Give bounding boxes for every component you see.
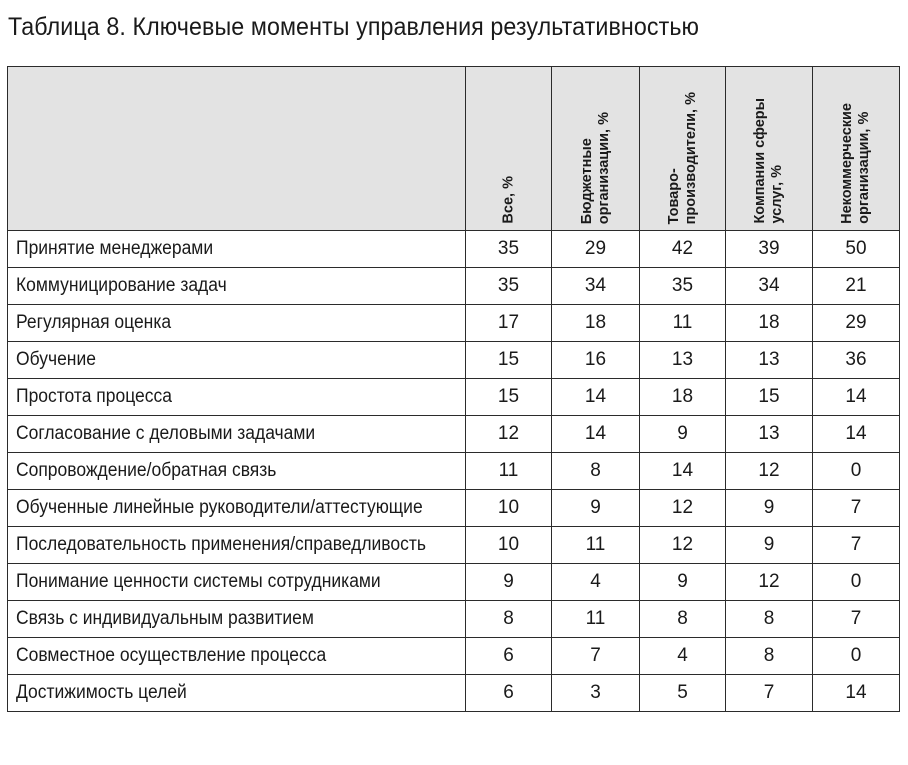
column-header xyxy=(726,67,813,231)
column-header xyxy=(640,67,726,231)
table-row xyxy=(8,342,900,379)
column-header-label: Бюджетные организации, % xyxy=(578,111,612,224)
row-label-cell xyxy=(8,268,466,305)
row-label-cell xyxy=(8,305,466,342)
row-label-cell xyxy=(8,527,466,564)
value-cell: 6 xyxy=(466,638,552,675)
row-label-cell xyxy=(8,638,466,675)
value-cell: 9 xyxy=(466,564,552,601)
value-cell: 7 xyxy=(726,675,813,712)
value-cell: 9 xyxy=(640,416,726,453)
row-label-cell xyxy=(8,416,466,453)
table-row xyxy=(8,527,900,564)
value-cell: 12 xyxy=(466,416,552,453)
column-header-label: Некоммерческие организации, % xyxy=(839,103,872,224)
value-cell: 12 xyxy=(640,490,726,527)
value-cell: 14 xyxy=(552,379,640,416)
value-cell: 14 xyxy=(640,453,726,490)
value-cell: 36 xyxy=(813,342,900,379)
value-cell: 9 xyxy=(726,490,813,527)
value-cell: 9 xyxy=(552,490,640,527)
column-header xyxy=(552,67,640,231)
table-row xyxy=(8,675,900,712)
value-cell: 14 xyxy=(813,675,900,712)
table-row xyxy=(8,453,900,490)
value-cell: 7 xyxy=(552,638,640,675)
row-label: Сопровождение/обратная связь xyxy=(16,460,277,481)
row-label-cell xyxy=(8,453,466,490)
value-cell: 42 xyxy=(640,231,726,268)
row-label-cell xyxy=(8,231,466,268)
value-cell: 6 xyxy=(466,675,552,712)
value-cell: 11 xyxy=(466,453,552,490)
value-cell: 34 xyxy=(726,268,813,305)
row-label: Связь с индивидуальным развитием xyxy=(16,608,314,629)
value-cell: 13 xyxy=(726,342,813,379)
value-cell: 10 xyxy=(466,527,552,564)
value-cell: 35 xyxy=(466,231,552,268)
header-blank-cell xyxy=(8,67,466,231)
value-cell: 14 xyxy=(813,379,900,416)
row-label: Понимание ценности системы сотрудниками xyxy=(16,571,381,592)
value-cell: 8 xyxy=(466,601,552,638)
value-cell: 0 xyxy=(813,564,900,601)
value-cell: 18 xyxy=(552,305,640,342)
row-label: Коммуницирование задач xyxy=(16,275,227,296)
row-label-cell xyxy=(8,490,466,527)
value-cell: 50 xyxy=(813,231,900,268)
value-cell: 13 xyxy=(640,342,726,379)
value-cell: 13 xyxy=(726,416,813,453)
value-cell: 29 xyxy=(813,305,900,342)
table-row xyxy=(8,564,900,601)
value-cell: 7 xyxy=(813,490,900,527)
column-header-label: Товаро- производители, % xyxy=(665,91,699,224)
value-cell: 15 xyxy=(466,379,552,416)
value-cell: 8 xyxy=(726,601,813,638)
value-cell: 7 xyxy=(813,527,900,564)
value-cell: 29 xyxy=(552,231,640,268)
value-cell: 12 xyxy=(726,564,813,601)
table-title: Таблица 8. Ключевые моменты управления результативностью xyxy=(8,13,700,41)
row-label-cell xyxy=(8,564,466,601)
value-cell: 34 xyxy=(552,268,640,305)
table-row xyxy=(8,490,900,527)
row-label: Согласование с деловыми задачами xyxy=(16,423,316,444)
value-cell: 5 xyxy=(640,675,726,712)
table-body xyxy=(8,231,900,712)
value-cell: 18 xyxy=(640,379,726,416)
value-cell: 11 xyxy=(640,305,726,342)
value-cell: 14 xyxy=(813,416,900,453)
value-cell: 4 xyxy=(640,638,726,675)
table-row xyxy=(8,231,900,268)
value-cell: 15 xyxy=(726,379,813,416)
value-cell: 11 xyxy=(552,601,640,638)
value-cell: 7 xyxy=(813,601,900,638)
value-cell: 14 xyxy=(552,416,640,453)
value-cell: 9 xyxy=(640,564,726,601)
row-label: Достижимость целей xyxy=(16,682,187,703)
table-row xyxy=(8,416,900,453)
value-cell: 12 xyxy=(726,453,813,490)
value-cell: 17 xyxy=(466,305,552,342)
row-label: Принятие менеджерами xyxy=(16,238,214,259)
value-cell: 0 xyxy=(813,453,900,490)
column-header xyxy=(813,67,900,231)
value-cell: 15 xyxy=(466,342,552,379)
value-cell: 21 xyxy=(813,268,900,305)
value-cell: 35 xyxy=(466,268,552,305)
table-row xyxy=(8,268,900,305)
value-cell: 9 xyxy=(726,527,813,564)
value-cell: 0 xyxy=(813,638,900,675)
value-cell: 12 xyxy=(640,527,726,564)
table-row xyxy=(8,601,900,638)
value-cell: 3 xyxy=(552,675,640,712)
value-cell: 39 xyxy=(726,231,813,268)
value-cell: 10 xyxy=(466,490,552,527)
value-cell: 11 xyxy=(552,527,640,564)
row-label-cell xyxy=(8,342,466,379)
value-cell: 8 xyxy=(726,638,813,675)
value-cell: 8 xyxy=(552,453,640,490)
row-label-cell xyxy=(8,675,466,712)
header-row xyxy=(8,67,900,231)
row-label: Последовательность применения/справедливость xyxy=(16,534,426,555)
row-label: Простота процесса xyxy=(16,386,172,407)
row-label: Совместное осуществление процесса xyxy=(16,645,327,666)
table-row xyxy=(8,638,900,675)
table-row xyxy=(8,305,900,342)
row-label-cell xyxy=(8,379,466,416)
column-header-label: Компании сферы услуг, % xyxy=(752,98,785,224)
value-cell: 16 xyxy=(552,342,640,379)
value-cell: 35 xyxy=(640,268,726,305)
results-table xyxy=(7,66,900,712)
column-header-label: Все, % xyxy=(500,176,516,224)
row-label: Регулярная оценка xyxy=(16,312,172,333)
row-label: Обученные линейные руководители/аттестующие xyxy=(16,497,423,518)
table-row xyxy=(8,379,900,416)
row-label-cell xyxy=(8,601,466,638)
row-label: Обучение xyxy=(16,349,96,370)
value-cell: 18 xyxy=(726,305,813,342)
column-header xyxy=(466,67,552,231)
value-cell: 4 xyxy=(552,564,640,601)
value-cell: 8 xyxy=(640,601,726,638)
